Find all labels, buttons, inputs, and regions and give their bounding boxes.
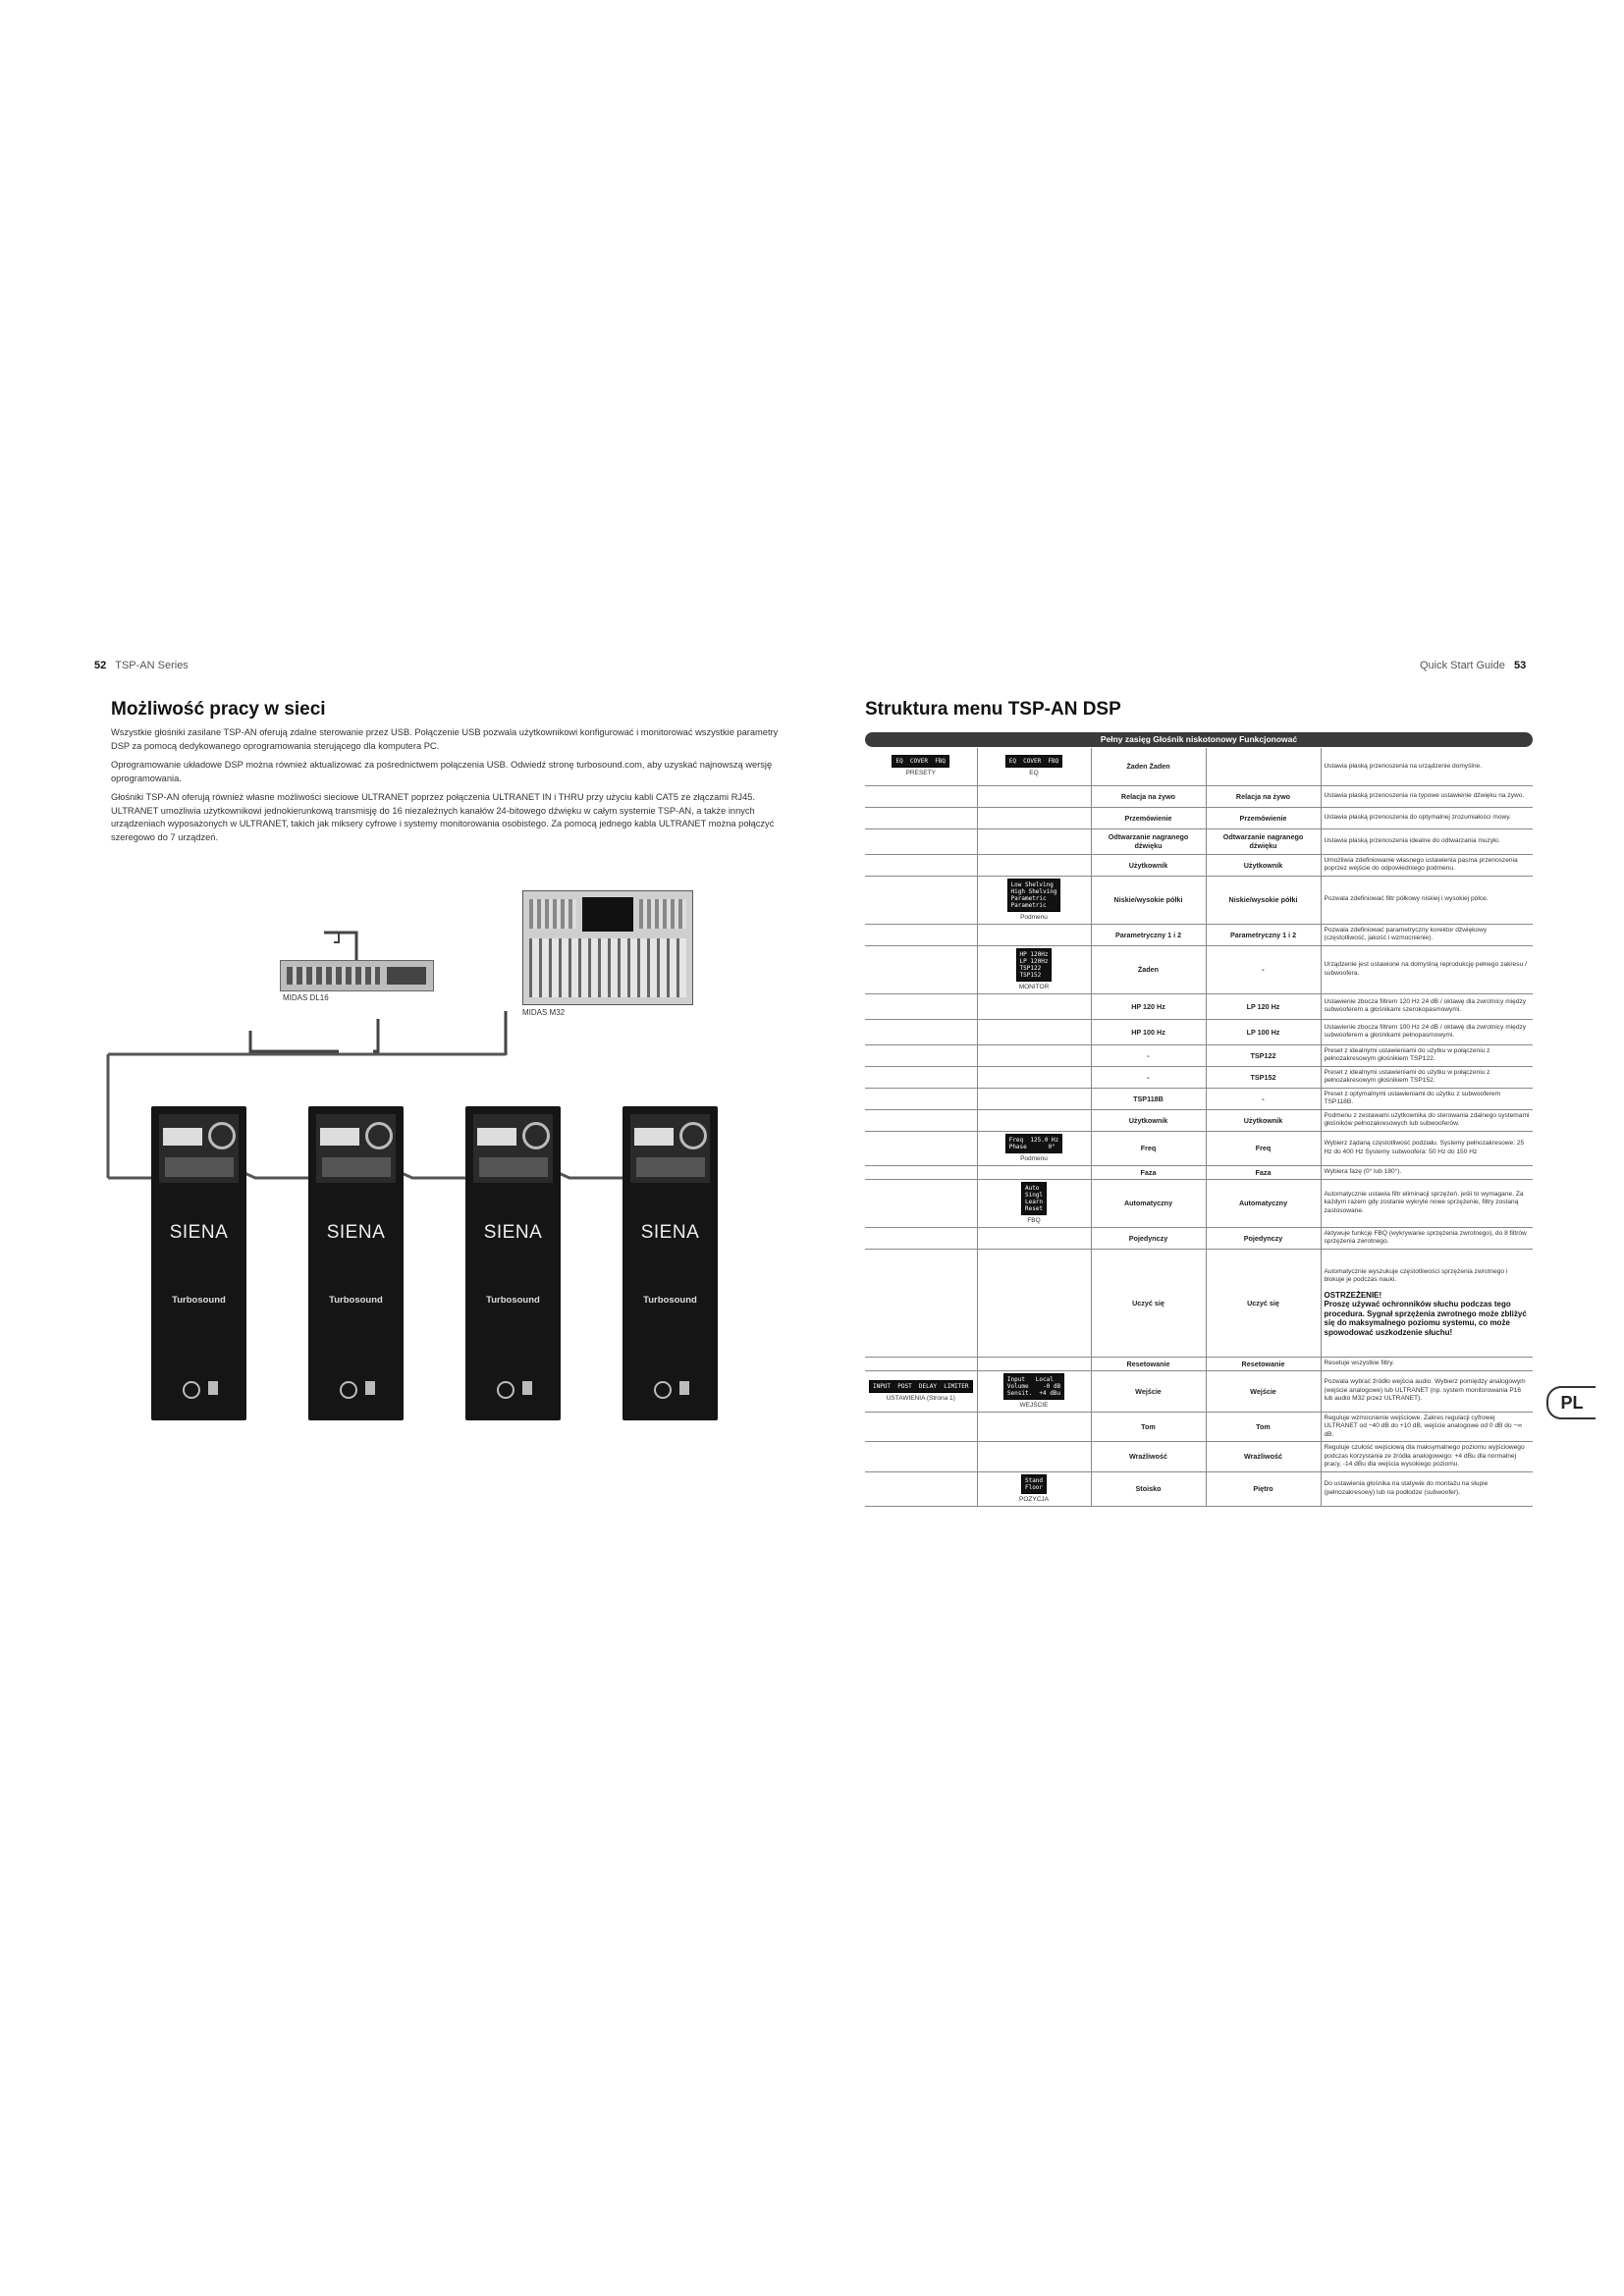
- menu-cell-function: [1321, 1088, 1533, 1109]
- menu-cell-fullrange: Parametryczny 1 i 2: [1091, 924, 1206, 945]
- menu-cell-level1: [865, 807, 977, 828]
- function-description: Ustawia płaską przenoszenia na urządzenie domyślne.: [1324, 762, 1483, 770]
- menu-cell-level1: [865, 1370, 977, 1412]
- menu-table-header: Pełny zasięg Głośnik niskotonowy Funkcjonować: [865, 732, 1533, 747]
- menu-cell-fullrange: Stoisko: [1091, 1471, 1206, 1506]
- menu-cell-level2: [977, 1227, 1091, 1249]
- lcd-screen-icon: HP 120Hz LP 120Hz TSP122 TSP152: [1016, 948, 1053, 982]
- menu-cell-fullrange: Niskie/wysokie półki: [1091, 876, 1206, 924]
- menu-cell-fullrange: Odtwarzanie nagranego dźwięku: [1091, 828, 1206, 854]
- function-description: Preset z optymalnymi ustawieniami do użytku z subwooferem TSP118B.: [1324, 1090, 1501, 1105]
- function-description: Pozwala zdefiniować parametryczny korektor dźwiękowy (częstotliwość, jakość i wzmocnienie).: [1324, 926, 1488, 941]
- menu-cell-level1: [865, 1227, 977, 1249]
- menu-cell-function: [1321, 807, 1533, 828]
- menu-cell-function: [1321, 1179, 1533, 1227]
- menu-cell-subwoofer: Freq: [1206, 1131, 1321, 1165]
- menu-table-row: [865, 1019, 1533, 1044]
- menu-table-row: [865, 1109, 1533, 1131]
- menu-cell-fullrange: Użytkownik: [1091, 854, 1206, 876]
- paragraph-usb: Wszystkie głośniki zasilane TSP-AN oferują zdalne sterowanie przez USB. Połączenie USB pozwala użytkownikowi konfigurować i monitorować wszystkie parametry DSP za pomocą dedykowanego oprogramowania sterującego dla komputera PC.: [111, 727, 779, 751]
- menu-table-row: [865, 1471, 1533, 1506]
- function-description: Urządzenie jest ustawione na domyślną reprodukcję pełnego zakresu / subwoofera.: [1324, 961, 1527, 977]
- menu-cell-function: [1321, 1131, 1533, 1165]
- menu-table-row: [865, 1088, 1533, 1109]
- menu-cell-level2: [977, 1249, 1091, 1357]
- stagebox-device: [280, 960, 434, 991]
- menu-cell-function: [1321, 1249, 1533, 1357]
- menu-cell-subwoofer: Pojedynczy: [1206, 1227, 1321, 1249]
- menu-table-row: [865, 924, 1533, 945]
- menu-cell-subwoofer: LP 100 Hz: [1206, 1019, 1321, 1044]
- menu-cell-function: [1321, 1109, 1533, 1131]
- function-description: Resetuje wszystkie filtry.: [1324, 1359, 1394, 1366]
- menu-table-row: [865, 1249, 1533, 1357]
- speaker-2-brand: SIENA: [326, 1222, 386, 1243]
- function-description: Ustawia płaską przenoszenia idealne do odtwarzania muzyki.: [1324, 836, 1500, 844]
- menu-cell-fullrange: Żaden: [1091, 945, 1206, 993]
- lcd-screen-icon: EQ COVER FBQ: [1005, 755, 1063, 768]
- menu-cell-fullrange: Freq: [1091, 1131, 1206, 1165]
- menu-cell-level1: [865, 1471, 977, 1506]
- menu-table-row: [865, 1179, 1533, 1227]
- menu-cell-level1: [865, 1412, 977, 1442]
- menu-cell-subwoofer: Wrażliwość: [1206, 1442, 1321, 1472]
- lcd-screen-icon: Input Local Volume -0 dB Sensit. +4 dBu: [1003, 1373, 1064, 1400]
- function-description: Wybierz żądaną częstotliwość podziału. Systemy pełnozakresowe: 25 Hz do 400 Hz Systemy subwoofera: 50 Hz do 150 Hz: [1324, 1140, 1525, 1155]
- menu-table-row: [865, 1131, 1533, 1165]
- menu-cell-function: [1321, 1066, 1533, 1088]
- menu-caption: USTAWIENIA (Strona 1): [886, 1394, 955, 1402]
- function-description: Automatycznie wyszukuje częstotliwości sprzężenia zwrotnego i blokuje je podczas nauki.: [1324, 1267, 1508, 1284]
- menu-cell-level1: [865, 945, 977, 993]
- menu-table-row: [865, 1357, 1533, 1370]
- menu-cell-fullrange: HP 100 Hz: [1091, 1019, 1206, 1044]
- warning-text: Proszę używać ochronników słuchu podczas tego procedura. Sygnał sprzężenia zwrotnego może zbliżyć się do maksymalnego poziomu systemu, co może spowodować uszkodzenie słuchu!: [1324, 1300, 1527, 1337]
- speaker-4-logo: Turbosound: [643, 1295, 697, 1306]
- menu-cell-level2: [977, 1165, 1091, 1179]
- left-page-number: 52: [94, 660, 107, 671]
- menu-cell-level1: [865, 876, 977, 924]
- menu-table-row: [865, 876, 1533, 924]
- function-description: Podmenu z zestawami użytkownika do sterowania zdalnego systemami głośników pełnozakresowych lub subwooferów.: [1324, 1111, 1530, 1127]
- menu-table-row: [865, 828, 1533, 854]
- menu-cell-subwoofer: Tom: [1206, 1412, 1321, 1442]
- menu-cell-function: [1321, 945, 1533, 993]
- menu-cell-level1: [865, 785, 977, 807]
- lcd-screen-icon: INPUT POST DELAY LIMITER: [869, 1380, 973, 1393]
- speaker-3-brand: SIENA: [483, 1222, 543, 1243]
- paragraph-firmware: Oprogramowanie układowe DSP można również aktualizować za pośrednictwem połączenia USB. Odwiedź stronę turbosound.com, aby uzyskać najnowszą wersję oprogramowania.: [111, 760, 773, 783]
- menu-cell-level2: [977, 1412, 1091, 1442]
- menu-cell-fullrange: Tom: [1091, 1412, 1206, 1442]
- menu-table-row: [865, 807, 1533, 828]
- menu-cell-subwoofer: Uczyć się: [1206, 1249, 1321, 1357]
- function-description: Ustawienie zbocza filtrem 120 Hz 24 dB / oktawę dla zwrotnicy między subwooferem a głośnikami szerokopasmowymi.: [1324, 997, 1527, 1013]
- function-description: Ustawia płaską przenoszenia na typowe ustawienie dźwięku na żywo.: [1324, 791, 1525, 799]
- right-page-number: 53: [1514, 660, 1527, 671]
- menu-cell-subwoofer: -: [1206, 1088, 1321, 1109]
- menu-cell-subwoofer: Odtwarzanie nagranego dźwięku: [1206, 828, 1321, 854]
- menu-cell-function: [1321, 1471, 1533, 1506]
- speaker-2: [308, 1106, 404, 1420]
- menu-cell-level2: [977, 1370, 1091, 1412]
- menu-caption: EQ: [1029, 770, 1039, 777]
- menu-cell-level2: [977, 945, 1091, 993]
- menu-cell-level1: [865, 1357, 977, 1370]
- menu-cell-fullrange: TSP118B: [1091, 1088, 1206, 1109]
- right-heading: Struktura menu TSP-AN DSP: [865, 699, 1121, 720]
- stagebox-label: MIDAS DL16: [283, 993, 329, 1002]
- menu-cell-level2: [977, 1044, 1091, 1066]
- speaker-4-brand: SIENA: [640, 1222, 700, 1243]
- menu-cell-level2: [977, 1442, 1091, 1472]
- menu-cell-level2: [977, 924, 1091, 945]
- menu-cell-level1: [865, 1131, 977, 1165]
- function-description: Do ustawienia głośnika na statywie do montażu na słupie (pełnozakresowy) lub na podłodze (subwoofer).: [1324, 1480, 1489, 1496]
- menu-cell-level1: [865, 1019, 977, 1044]
- left-series-title: TSP-AN Series: [115, 660, 189, 671]
- speaker-1-logo: Turbosound: [172, 1295, 226, 1306]
- menu-cell-level2: [977, 828, 1091, 854]
- menu-cell-level1: [865, 828, 977, 854]
- menu-cell-level2: [977, 1066, 1091, 1088]
- menu-table-row: [865, 945, 1533, 993]
- menu-cell-level1: [865, 1088, 977, 1109]
- menu-cell-subwoofer: Parametryczny 1 i 2: [1206, 924, 1321, 945]
- menu-cell-function: [1321, 924, 1533, 945]
- menu-cell-fullrange: HP 120 Hz: [1091, 993, 1206, 1019]
- menu-cell-level2: [977, 1109, 1091, 1131]
- menu-cell-level2: [977, 1471, 1091, 1506]
- speaker-3-logo: Turbosound: [486, 1295, 540, 1306]
- menu-cell-fullrange: -: [1091, 1044, 1206, 1066]
- menu-cell-level1: [865, 1066, 977, 1088]
- menu-cell-fullrange: Faza: [1091, 1165, 1206, 1179]
- menu-table-row: [865, 1442, 1533, 1472]
- menu-cell-function: [1321, 1019, 1533, 1044]
- menu-cell-function: [1321, 993, 1533, 1019]
- menu-cell-fullrange: Żaden Żaden: [1091, 748, 1206, 785]
- menu-caption: PRESETY: [905, 770, 936, 777]
- menu-table-row: [865, 854, 1533, 876]
- menu-table-row: [865, 1044, 1533, 1066]
- menu-caption: POZYCJA: [1019, 1495, 1049, 1503]
- menu-cell-fullrange: Relacja na żywo: [1091, 785, 1206, 807]
- function-description: Pozwala wybrać źródło wejścia audio. Wybierz pomiędzy analogowym (wejście analogowe) lub ULTRANET (np. system monitorowania P16 lub audio M32 przez ULTRANET).: [1324, 1378, 1526, 1403]
- menu-cell-fullrange: Uczyć się: [1091, 1249, 1206, 1357]
- menu-table-row: [865, 1412, 1533, 1442]
- menu-cell-subwoofer: Relacja na żywo: [1206, 785, 1321, 807]
- menu-cell-level2: [977, 1131, 1091, 1165]
- speaker-3: [465, 1106, 561, 1420]
- menu-cell-subwoofer: Niskie/wysokie półki: [1206, 876, 1321, 924]
- menu-cell-fullrange: Użytkownik: [1091, 1109, 1206, 1131]
- menu-cell-level2: [977, 876, 1091, 924]
- menu-table-row: [865, 1370, 1533, 1412]
- function-description: Reguluje czułość wejściową dla maksymalnego poziomu wyjściowego podczas korzystania ze źródła analogowego: +4 dBu dla normalnej pracy, -14 dBu dla wejścia wysokiego poziomu.: [1324, 1444, 1525, 1468]
- menu-table-row: [865, 748, 1533, 785]
- menu-cell-level1: [865, 1442, 977, 1472]
- menu-caption: WEJŚCIE: [1019, 1401, 1049, 1409]
- menu-cell-function: [1321, 1442, 1533, 1472]
- function-description: Ustawia płaską przenoszenia do optymalnej zrozumiałości mowy.: [1324, 813, 1511, 821]
- left-body: [111, 726, 779, 844]
- speaker-1: [151, 1106, 246, 1420]
- menu-cell-fullrange: Pojedynczy: [1091, 1227, 1206, 1249]
- warning-title: OSTRZEŻENIE!: [1324, 1290, 1382, 1300]
- menu-table-row: [865, 1165, 1533, 1179]
- menu-cell-level1: [865, 1249, 977, 1357]
- network-diagram: [98, 883, 707, 1433]
- menu-cell-subwoofer: Wejście: [1206, 1370, 1321, 1412]
- menu-cell-function: [1321, 1357, 1533, 1370]
- menu-cell-level1: [865, 1165, 977, 1179]
- menu-caption: Podmenu: [1020, 913, 1048, 921]
- menu-cell-subwoofer: [1206, 748, 1321, 785]
- mixer-device: [522, 890, 693, 1005]
- mixer-label: MIDAS M32: [522, 1008, 566, 1017]
- function-description: Umożliwia zdefiniowanie własnego ustawienia pasma przenoszenia poprzez wejście do odpowiedniego podmenu.: [1324, 856, 1518, 872]
- menu-cell-level1: [865, 1109, 977, 1131]
- menu-cell-function: [1321, 785, 1533, 807]
- menu-cell-function: [1321, 1044, 1533, 1066]
- menu-cell-level1: [865, 1179, 977, 1227]
- lcd-screen-icon: Stand Floor: [1021, 1474, 1047, 1494]
- function-description: Wybiera fazę (0° lub 180°).: [1324, 1167, 1402, 1175]
- menu-cell-fullrange: Przemówienie: [1091, 807, 1206, 828]
- left-page-header: [94, 660, 189, 671]
- speaker-2-logo: Turbosound: [329, 1295, 383, 1306]
- menu-cell-function: [1321, 876, 1533, 924]
- lcd-screen-icon: EQ COVER FBQ: [892, 755, 949, 768]
- menu-cell-function: [1321, 748, 1533, 785]
- menu-cell-function: [1321, 854, 1533, 876]
- function-description: Automatycznie ustawia filtr eliminacji sprzężeń, jeśli to wymagane. Za każdym razem gdy zostanie wykryte nowe sprzężenie, filtry zostaną zastosowane.: [1324, 1190, 1524, 1214]
- menu-cell-subwoofer: Przemówienie: [1206, 807, 1321, 828]
- menu-cell-subwoofer: Użytkownik: [1206, 854, 1321, 876]
- menu-cell-level1: [865, 854, 977, 876]
- menu-table-row: [865, 785, 1533, 807]
- function-description: Aktywuje funkcję FBQ (wykrywanie sprzężenia zwrotnego), do 8 filtrów sprzężenia zwrotnego.: [1324, 1229, 1527, 1245]
- language-tab: PL: [1546, 1386, 1596, 1419]
- menu-cell-level2: [977, 1088, 1091, 1109]
- menu-cell-function: [1321, 1412, 1533, 1442]
- speaker-4: [623, 1106, 718, 1420]
- right-guide-title: Quick Start Guide: [1420, 660, 1505, 671]
- function-description: Ustawienie zbocza filtrem 100 Hz 24 dB / oktawę dla zwrotnicy między subwooferem a głośnikami pełnopasmowymi.: [1324, 1023, 1527, 1039]
- menu-cell-function: [1321, 1165, 1533, 1179]
- menu-cell-function: [1321, 828, 1533, 854]
- menu-cell-subwoofer: Użytkownik: [1206, 1109, 1321, 1131]
- speaker-1-brand: SIENA: [169, 1222, 229, 1243]
- menu-caption: MONITOR: [1018, 983, 1050, 990]
- lcd-screen-icon: Freq 125.0 Hz Phase 0°: [1005, 1134, 1063, 1153]
- menu-cell-level1: [865, 748, 977, 785]
- menu-cell-level2: [977, 748, 1091, 785]
- menu-cell-fullrange: Wejście: [1091, 1370, 1206, 1412]
- menu-cell-level2: [977, 993, 1091, 1019]
- menu-cell-subwoofer: TSP122: [1206, 1044, 1321, 1066]
- menu-cell-subwoofer: Resetowanie: [1206, 1357, 1321, 1370]
- left-heading: Możliwość pracy w sieci: [111, 699, 326, 720]
- menu-cell-subwoofer: LP 120 Hz: [1206, 993, 1321, 1019]
- menu-cell-level2: [977, 1357, 1091, 1370]
- menu-cell-function: [1321, 1370, 1533, 1412]
- menu-cell-function: [1321, 1227, 1533, 1249]
- paragraph-ultranet: Głośniki TSP-AN oferują również własne możliwości sieciowe ULTRANET poprzez połączenia ULTRANET IN i THRU przy użyciu kabli CAT5 ze złączami RJ45. ULTRANET umożliwia użytkownikowi jednokierunkową transmisję do 16 niezależnych kanałów 24-bitowego dźwięku w całym systemie TSP-AN, a także innych urządzeniach wyposażonych w ULTRANET, takich jak miksery cyfrowe i systemy monitorowania osobistego. Za pomocą jednego kabla ULTRANET można połączyć szeregowo do 7 urządzeń.: [111, 792, 775, 842]
- lcd-screen-icon: Auto Singl Learn Reset: [1021, 1182, 1047, 1215]
- menu-table-row: [865, 993, 1533, 1019]
- menu-cell-fullrange: Resetowanie: [1091, 1357, 1206, 1370]
- menu-cell-fullrange: Wrażliwość: [1091, 1442, 1206, 1472]
- menu-cell-subwoofer: TSP152: [1206, 1066, 1321, 1088]
- menu-caption: FBQ: [1027, 1216, 1041, 1224]
- lcd-screen-icon: Low Shelving High Shelving Parametric Parametric: [1007, 879, 1061, 912]
- menu-cell-level1: [865, 993, 977, 1019]
- menu-caption: Podmenu: [1020, 1154, 1048, 1162]
- menu-cell-subwoofer: Automatyczny: [1206, 1179, 1321, 1227]
- menu-cell-level1: [865, 1044, 977, 1066]
- menu-cell-level2: [977, 1019, 1091, 1044]
- menu-cell-level2: [977, 854, 1091, 876]
- function-description: Reguluje wzmocnienie wejściowe. Zakres regulacji cyfrowej ULTRANET od −40 dB do +10 dB, wejście analogowe od 0 dB do −∞ dB.: [1324, 1414, 1522, 1438]
- menu-cell-subwoofer: Faza: [1206, 1165, 1321, 1179]
- function-description: Pozwala zdefiniować filtr półkowy niskiej i wysokiej półce.: [1324, 895, 1489, 903]
- menu-cell-fullrange: Automatyczny: [1091, 1179, 1206, 1227]
- function-description: Preset z idealnymi ustawieniami do użytku w połączeniu z pełnozakresowym głośnikiem TSP122.: [1324, 1046, 1490, 1062]
- menu-table-row: [865, 1227, 1533, 1249]
- menu-cell-level1: [865, 924, 977, 945]
- menu-cell-level2: [977, 785, 1091, 807]
- right-page-header: [1420, 660, 1526, 671]
- menu-table-row: [865, 1066, 1533, 1088]
- menu-cell-fullrange: -: [1091, 1066, 1206, 1088]
- function-description: Preset z idealnymi ustawieniami do użytku w połączeniu z pełnozakresowym głośnikiem TSP152.: [1324, 1068, 1490, 1084]
- menu-cell-level2: [977, 1179, 1091, 1227]
- menu-cell-subwoofer: -: [1206, 945, 1321, 993]
- menu-cell-level2: [977, 807, 1091, 828]
- dsp-menu-table: [865, 748, 1533, 1507]
- menu-cell-subwoofer: Piętro: [1206, 1471, 1321, 1506]
